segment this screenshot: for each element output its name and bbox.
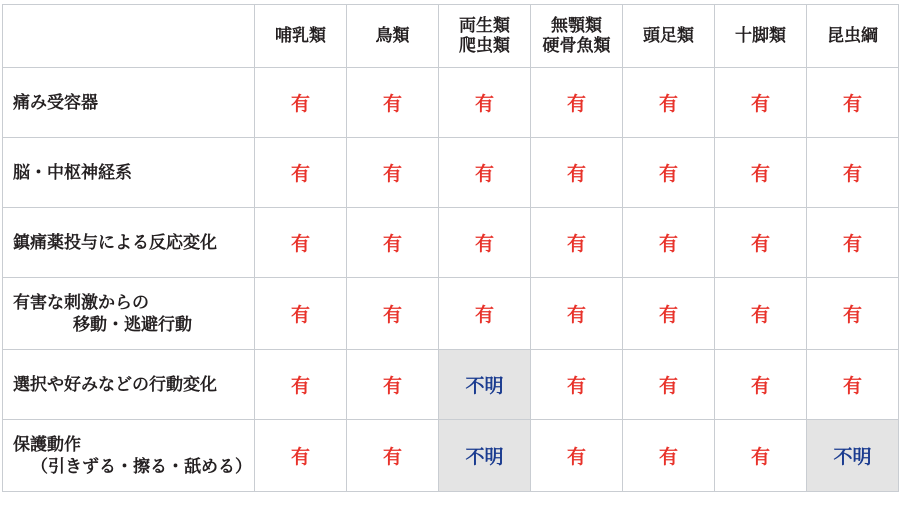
cell-value: 有 bbox=[255, 420, 347, 492]
cell-value: 有 bbox=[715, 350, 807, 420]
column-header-line: 昆虫綱 bbox=[827, 26, 878, 46]
table-row bbox=[3, 138, 899, 208]
column-header-birds bbox=[347, 5, 439, 68]
row-label-line: 鎮痛薬投与による反応変化 bbox=[13, 232, 217, 252]
cell-value: 有 bbox=[255, 138, 347, 208]
cell-value: 有 bbox=[531, 420, 623, 492]
row-label-protective-behavior bbox=[3, 420, 255, 492]
cell-value: 有 bbox=[807, 68, 899, 138]
cell-value: 有 bbox=[347, 420, 439, 492]
column-header-line: 頭足類 bbox=[643, 26, 694, 46]
row-label-line: 選択や好みなどの行動変化 bbox=[13, 374, 217, 394]
column-header-line: 鳥類 bbox=[375, 26, 410, 46]
cell-value: 有 bbox=[439, 208, 531, 278]
cell-value: 有 bbox=[715, 420, 807, 492]
row-label-brain-cns bbox=[3, 138, 255, 208]
row-label-line: 移動・逃避行動 bbox=[73, 314, 192, 334]
cell-value: 有 bbox=[255, 68, 347, 138]
cell-value: 有 bbox=[255, 208, 347, 278]
row-label-escape-behavior bbox=[3, 278, 255, 350]
row-label-line: 有害な刺激からの bbox=[13, 293, 149, 313]
cell-value: 有 bbox=[623, 420, 715, 492]
column-header-line: 硬骨魚類 bbox=[542, 36, 611, 55]
cell-value: 有 bbox=[715, 138, 807, 208]
cell-value: 有 bbox=[255, 278, 347, 350]
cell-value: 有 bbox=[531, 138, 623, 208]
table-body bbox=[3, 68, 899, 492]
cell-value: 有 bbox=[715, 68, 807, 138]
cell-value: 有 bbox=[807, 138, 899, 208]
table-row bbox=[3, 208, 899, 278]
column-header-line: 哺乳類 bbox=[275, 26, 326, 46]
row-label-line: 脳・中枢神経系 bbox=[13, 162, 132, 182]
cell-value: 有 bbox=[347, 208, 439, 278]
cell-value: 有 bbox=[439, 138, 531, 208]
cell-value: 有 bbox=[255, 350, 347, 420]
table-row bbox=[3, 68, 899, 138]
cell-value: 有 bbox=[807, 278, 899, 350]
table-row bbox=[3, 278, 899, 350]
row-label-preference-change bbox=[3, 350, 255, 420]
row-label-nociceptors bbox=[3, 68, 255, 138]
column-header-line: 十脚類 bbox=[735, 26, 786, 46]
cell-value: 有 bbox=[347, 278, 439, 350]
cell-value: 有 bbox=[531, 278, 623, 350]
table-row bbox=[3, 350, 899, 420]
cell-value: 有 bbox=[623, 138, 715, 208]
cell-value: 有 bbox=[531, 350, 623, 420]
column-header-cephalopods bbox=[623, 5, 715, 68]
cell-value: 不明 bbox=[439, 350, 531, 420]
comparison-table bbox=[2, 4, 899, 492]
cell-value: 有 bbox=[531, 208, 623, 278]
cell-value: 有 bbox=[623, 208, 715, 278]
column-header-line: 両生類 bbox=[459, 16, 510, 36]
table-header bbox=[3, 5, 899, 68]
cell-value: 有 bbox=[623, 68, 715, 138]
column-header-agnatha-bonyfish bbox=[531, 5, 623, 68]
table-row bbox=[3, 420, 899, 492]
column-header-mammals bbox=[255, 5, 347, 68]
column-header-amphibians-reptiles bbox=[439, 5, 531, 68]
row-label-line: （引きずる・擦る・舐める） bbox=[31, 456, 252, 476]
cell-value: 有 bbox=[623, 350, 715, 420]
cell-value: 有 bbox=[439, 68, 531, 138]
cell-value: 有 bbox=[807, 208, 899, 278]
cell-value: 有 bbox=[531, 68, 623, 138]
column-header-insecta bbox=[807, 5, 899, 68]
cell-value: 有 bbox=[347, 350, 439, 420]
header-row bbox=[3, 5, 899, 68]
column-header-decapods bbox=[715, 5, 807, 68]
row-label-analgesic-response bbox=[3, 208, 255, 278]
row-label-line: 痛み受容器 bbox=[13, 92, 98, 112]
cell-value: 有 bbox=[347, 138, 439, 208]
cell-value: 有 bbox=[715, 208, 807, 278]
cell-value: 有 bbox=[715, 278, 807, 350]
column-header-line: 爬虫類 bbox=[459, 36, 510, 55]
cell-value: 有 bbox=[439, 278, 531, 350]
column-header-line: 無顎類 bbox=[551, 16, 602, 36]
cell-value: 不明 bbox=[807, 420, 899, 492]
header-corner-cell bbox=[3, 5, 255, 68]
cell-value: 不明 bbox=[439, 420, 531, 492]
row-label-line: 保護動作 bbox=[13, 435, 81, 455]
cell-value: 有 bbox=[807, 350, 899, 420]
cell-value: 有 bbox=[623, 278, 715, 350]
cell-value: 有 bbox=[347, 68, 439, 138]
